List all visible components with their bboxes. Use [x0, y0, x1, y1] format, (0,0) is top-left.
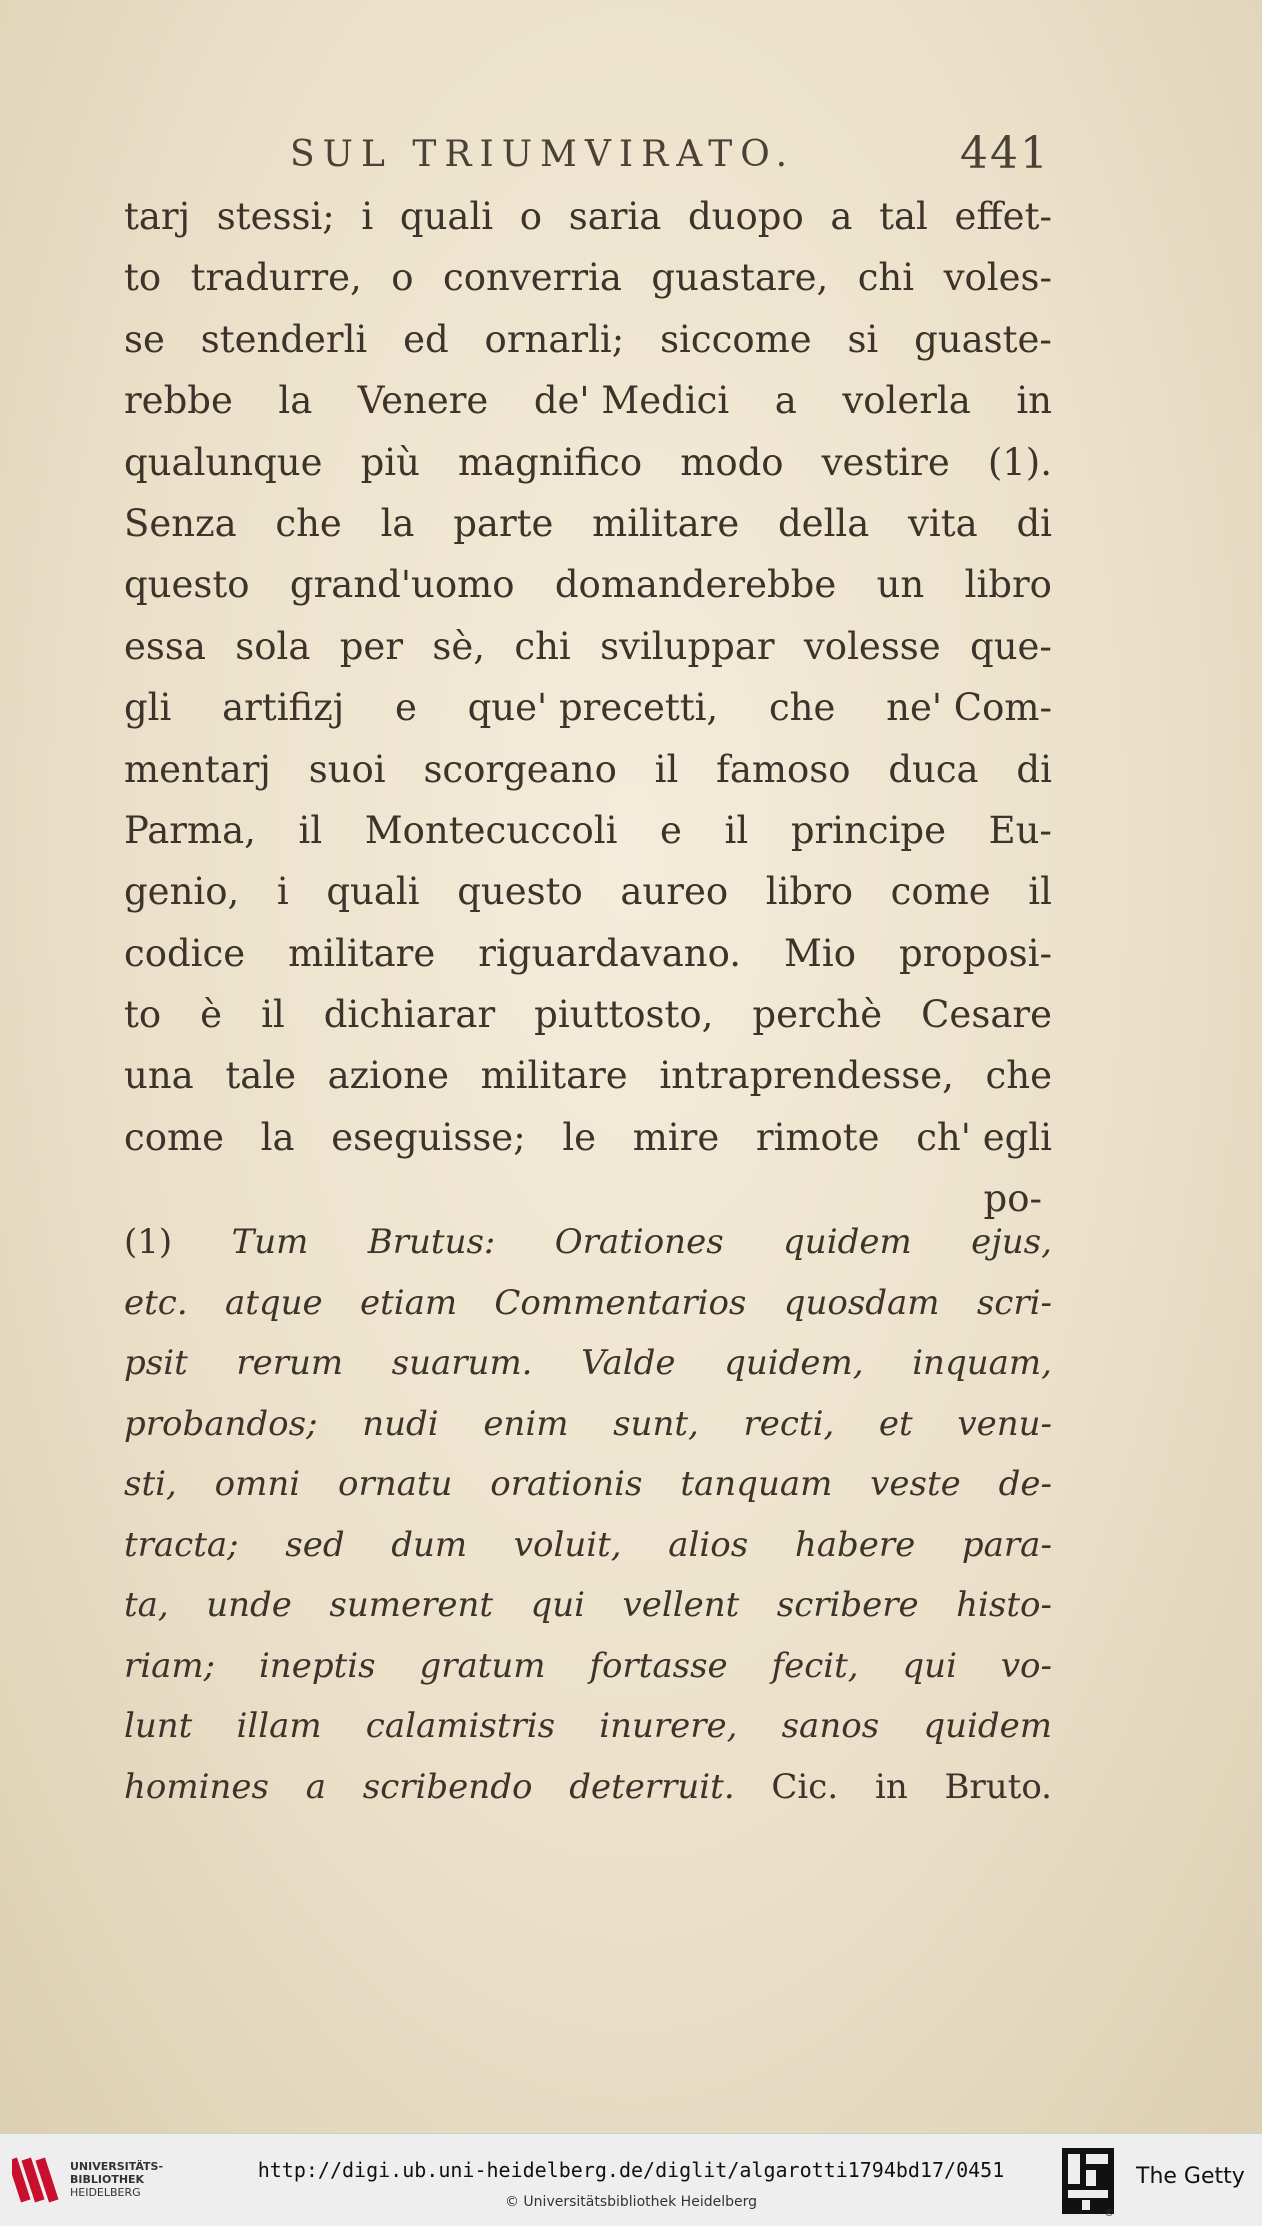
word: stessi; [216, 195, 335, 238]
word: si [847, 317, 879, 361]
footnote-word: voluit, [513, 1524, 622, 1565]
footnote-word: quidem, [724, 1343, 864, 1383]
footnote-word: riam; [124, 1645, 216, 1686]
word: essa [124, 624, 206, 668]
word: duopo [687, 195, 804, 238]
footnote-line [124, 1454, 1052, 1515]
word: militare [592, 501, 740, 545]
footnote [124, 1212, 1052, 1817]
word: proposi- [899, 931, 1052, 975]
footnote-line [124, 1696, 1052, 1757]
word: azione [327, 1054, 449, 1098]
word: e [394, 686, 417, 730]
word: come [890, 870, 991, 914]
word: (1). [987, 440, 1052, 484]
word: se [124, 317, 165, 361]
word: la [380, 501, 415, 545]
word: tal [879, 195, 928, 238]
word: codice [124, 931, 246, 975]
getty-logo-icon [1062, 2148, 1114, 2214]
word: magnifico [458, 440, 643, 484]
registered-mark: ® [1104, 2208, 1114, 2219]
text-line [124, 186, 1052, 247]
word: mire [632, 1115, 720, 1159]
footnote-word: in [874, 1766, 908, 1807]
word: che [275, 501, 342, 545]
word: ne' Com- [886, 686, 1052, 730]
footnote-word: homines [124, 1766, 269, 1807]
word: il [1028, 870, 1052, 914]
footnote-word: dum [391, 1524, 468, 1565]
word: volerla [842, 379, 971, 423]
word: to [124, 256, 162, 300]
word: quali [399, 195, 494, 238]
footnote-word: venu- [957, 1403, 1052, 1444]
footnote-line [124, 1636, 1052, 1697]
footnote-word: fortasse [589, 1645, 728, 1686]
footnote-word: psit [124, 1343, 188, 1383]
word: della [777, 501, 870, 545]
footnote-word: ineptis [258, 1645, 376, 1686]
text-line [124, 800, 1052, 861]
word: il [724, 808, 749, 852]
page-number: 441 [960, 128, 1050, 179]
footnote-word: omni [214, 1464, 301, 1504]
footnote-word: deterruit. [569, 1766, 735, 1807]
word: scorgeano [423, 747, 617, 791]
word: a [774, 379, 797, 423]
footnote-word: alios [668, 1524, 749, 1565]
word: una [124, 1054, 194, 1098]
word: più [360, 440, 420, 484]
word: Eu- [988, 808, 1052, 852]
word: aureo [620, 870, 729, 914]
footnote-word: orationis [490, 1464, 643, 1504]
footnote-word: scribendo [362, 1766, 533, 1807]
word: siccome [660, 317, 812, 361]
word: rimote [755, 1115, 880, 1159]
text-line [124, 1045, 1052, 1106]
footnote-word: qui [530, 1585, 586, 1625]
footnote-line [124, 1757, 1052, 1818]
footnote-word: Brutus: [367, 1222, 496, 1262]
word: in [1016, 379, 1052, 423]
page-header [290, 128, 1050, 188]
word: o [519, 195, 543, 238]
word: qualunque [124, 440, 323, 484]
footnote-line [124, 1575, 1052, 1636]
word: genio, [124, 870, 240, 914]
permalink-url[interactable]: http://digi.ub.uni-heidelberg.de/diglit/algarotti1794bd17/0451 [257, 2158, 1005, 2182]
word: è [200, 993, 223, 1037]
footnote-word: qui [902, 1645, 957, 1686]
footnote-word: inquam, [912, 1343, 1052, 1383]
word: per [339, 624, 404, 668]
footnote-word: quidem [783, 1222, 912, 1262]
footnote-word: ejus, [971, 1222, 1052, 1262]
footnote-word: tanquam [680, 1464, 833, 1504]
word: e [660, 808, 682, 852]
word: Montecuccoli [364, 808, 618, 852]
word: ch' egli [916, 1115, 1052, 1159]
word: le [562, 1115, 597, 1159]
footnote-word: histo- [956, 1585, 1052, 1625]
text-line [124, 677, 1052, 738]
word: ed [403, 317, 449, 361]
viewer-footer [0, 2133, 1262, 2226]
footnote-word: habere [794, 1524, 916, 1565]
word: come [124, 1115, 224, 1159]
text-line [124, 247, 1052, 308]
footnote-word: quosdam [783, 1282, 940, 1323]
word: tarj [124, 195, 191, 238]
word: sviluppar [600, 624, 775, 668]
word: che [768, 686, 836, 730]
word: Cesare [921, 993, 1052, 1037]
text-line [124, 616, 1052, 677]
word: chi [514, 624, 571, 668]
footnote-word: unde [206, 1585, 292, 1625]
footnote-line [124, 1212, 1052, 1273]
word: effet- [954, 195, 1052, 238]
footnote-word: enim [483, 1403, 569, 1444]
word: principe [790, 808, 946, 852]
footnote-word: quidem [923, 1706, 1052, 1746]
footnote-word: recti, [743, 1403, 835, 1444]
text-line [124, 432, 1052, 493]
text-line [124, 923, 1052, 984]
footnote-word: ornatu [337, 1464, 453, 1504]
word: di [1016, 501, 1052, 545]
word: saria [568, 195, 662, 238]
footnote-line [124, 1333, 1052, 1394]
word: Senza [124, 501, 237, 545]
text-line [124, 554, 1052, 615]
text-line [124, 861, 1052, 922]
word: domanderebbe [554, 563, 837, 607]
footnote-word: illam [236, 1706, 322, 1746]
word: la [278, 379, 313, 423]
word: o [391, 256, 414, 300]
running-title: SUL TRIUMVIRATO. [290, 134, 796, 175]
word: converria [443, 256, 622, 300]
footnote-word: scri- [976, 1282, 1052, 1323]
word: vita [908, 501, 978, 545]
word: ornarli; [484, 317, 625, 361]
footnote-word: veste [870, 1464, 961, 1504]
word: Parma, [124, 808, 256, 852]
word: perchè [752, 993, 883, 1037]
text-line [124, 493, 1052, 554]
word: i [361, 195, 374, 238]
footnote-word: Orationes [554, 1222, 724, 1262]
word: militare [480, 1054, 628, 1098]
word: il [298, 808, 323, 852]
text-line [124, 984, 1052, 1045]
footnote-word: sunt, [613, 1403, 699, 1444]
footnote-word: para- [961, 1524, 1052, 1565]
word: Mio [784, 931, 857, 975]
footnote-word: (1) [124, 1222, 173, 1262]
word: volesse [803, 624, 941, 668]
text-line [124, 370, 1052, 431]
word: Venere [357, 379, 489, 423]
word: di [1016, 747, 1052, 791]
footnote-word: etc. [124, 1282, 188, 1323]
footnote-word: a [305, 1766, 327, 1807]
footnote-word: Tum [231, 1222, 309, 1262]
word: un [876, 563, 925, 607]
word: libro [765, 870, 854, 914]
partner-name: The Getty [1136, 2164, 1245, 2189]
word: artifizj [222, 686, 345, 730]
word: eseguisse; [331, 1115, 526, 1159]
word: guastare, [651, 256, 829, 300]
footnote-word: nudi [362, 1403, 439, 1444]
footnote-word: gratum [419, 1645, 546, 1686]
text-line [124, 309, 1052, 370]
footnote-word: vellent [622, 1585, 740, 1625]
footnote-word: Commentarios [494, 1282, 747, 1323]
word: stenderli [200, 317, 368, 361]
word: sè, [432, 624, 486, 668]
footnote-word: sumerent [329, 1585, 494, 1625]
footnote-word: Valde [581, 1343, 676, 1383]
word: i [276, 870, 289, 914]
footnote-word: rerum [236, 1343, 344, 1383]
institution-line: UNIVERSITÄTS- [70, 2160, 164, 2173]
word: vestire [821, 440, 950, 484]
footnote-word: et [878, 1403, 913, 1444]
word: libro [964, 563, 1052, 607]
footnote-word: sti, [124, 1464, 177, 1504]
word: questo [124, 563, 250, 607]
word: a [830, 195, 853, 238]
footnote-line [124, 1273, 1052, 1334]
word: famoso [716, 747, 851, 791]
word: mentarj [124, 747, 271, 791]
word: de' Medici [533, 379, 730, 423]
word: piuttosto, [534, 993, 714, 1037]
footnote-word: lunt [124, 1706, 193, 1746]
institution-line: BIBLIOTHEK [70, 2173, 145, 2186]
footnote-word: etiam [359, 1282, 458, 1323]
word: grand'uomo [289, 563, 515, 607]
word: tale [225, 1054, 296, 1098]
word: che [985, 1054, 1052, 1098]
footnote-word: de- [998, 1464, 1052, 1504]
footnote-word: sanos [781, 1706, 880, 1746]
word: questo [457, 870, 583, 914]
word: suoi [308, 747, 386, 791]
footnote-line [124, 1515, 1052, 1576]
word: voles- [943, 256, 1052, 300]
word: guaste- [914, 317, 1052, 361]
footnote-word: inurere, [599, 1706, 738, 1746]
main-text [124, 186, 1052, 1230]
footnote-word: Bruto. [944, 1766, 1052, 1807]
footnote-line [124, 1394, 1052, 1455]
institution-line: HEIDELBERG [70, 2186, 141, 2199]
copyright-notice: © Universitätsbibliothek Heidelberg [504, 2194, 757, 2210]
footnote-word: sed [285, 1524, 345, 1565]
word: que- [970, 624, 1052, 668]
word: il [654, 747, 679, 791]
footnote-word: suarum. [391, 1343, 533, 1383]
word: la [260, 1115, 295, 1159]
word: rebbe [124, 379, 233, 423]
word: tradurre, [190, 256, 362, 300]
footnote-word: tracta; [124, 1524, 239, 1565]
footnote-word: scribere [776, 1585, 919, 1625]
footnote-word: calamistris [365, 1706, 556, 1746]
text-line [124, 1107, 1052, 1168]
word: duca [888, 747, 979, 791]
word: chi [857, 256, 915, 300]
footnote-word: fecit, [771, 1645, 859, 1686]
word: riguardavano. [478, 931, 741, 975]
word: modo [680, 440, 784, 484]
footnote-word: atque [224, 1282, 323, 1323]
footnote-word: probandos; [124, 1403, 318, 1444]
word: sola [235, 624, 311, 668]
word: quali [326, 870, 420, 914]
footnote-word: ta, [124, 1585, 169, 1625]
footnote-word: Cic. [771, 1766, 839, 1807]
word: dichiarar [323, 993, 496, 1037]
word: intraprendesse, [659, 1054, 954, 1098]
word: to [124, 993, 162, 1037]
word: parte [453, 501, 554, 545]
word: gli [124, 686, 172, 730]
word: il [261, 993, 285, 1037]
footnote-word: vo- [1000, 1645, 1052, 1686]
text-line [124, 739, 1052, 800]
word: que' precetti, [467, 686, 719, 730]
catchword: po- [983, 1177, 1042, 1221]
word: militare [288, 931, 436, 975]
